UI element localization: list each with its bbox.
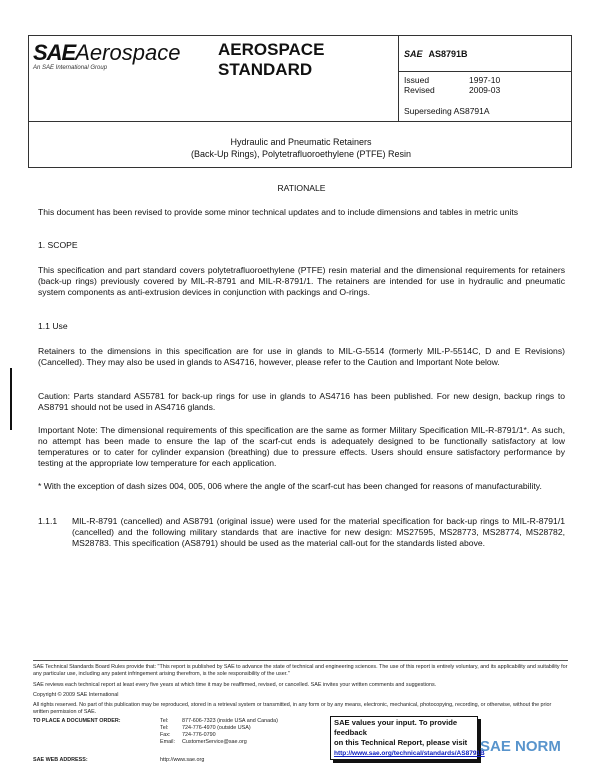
rationale-text: This document has been revised to provide some minor technical updates and to include dimensions and tables in metric units xyxy=(38,207,519,217)
sae-aerospace-logo: SAEAerospace xyxy=(33,40,181,65)
divider xyxy=(398,36,399,121)
divider xyxy=(29,121,571,122)
important-note: Important Note: The dimensional requirements of this specification are the same as former Military Specification MIL-R-8791/1*. As such, no attempt has been made to ensure the lap of the scarf-cut ends is adequately designed to be functionally satisfactory at low temperatures or to cater for cylinder expansion (breathing) due to pressure effects. Users should ensure satisfactory performance by testing at the appropriate low temperature for each application. xyxy=(38,425,565,468)
footnote: * With the exception of dash sizes 004, 005, 006 where the angle of the scarf-cut has been changed for reasons of manufacturability. xyxy=(38,481,542,491)
feedback-text: on this Technical Report, please visit xyxy=(334,738,468,747)
scope-heading: 1. SCOPE xyxy=(38,240,78,250)
doc-title: Hydraulic and Pneumatic Retainers (Back-Up Rings), Polytetrafluoroethylene (PTFE) Resin xyxy=(190,137,412,159)
header-box xyxy=(28,35,572,168)
contact-email[interactable]: CustomerService@sae.org xyxy=(182,739,247,745)
footer-rights: All rights reserved. No part of this publication may be reproduced, stored in a retrieval system or transmitted, in any form or by any means, electronic, mechanical, photocopying, recording, or otherwise, without the prior written permission of SAE. xyxy=(33,702,552,715)
issued-label: Issued xyxy=(404,75,430,85)
doc-number: SAE AS8791B xyxy=(404,49,468,59)
divider xyxy=(398,71,571,72)
footer-rules: SAE Technical Standards Board Rules provide that: "This report is published by SAE to advance the state of technical and engineering sciences. The use of this report is entirely voluntary, and its applicability and suitability for any particular use, including any patent infringement arising therefrom, is the sole responsibility of the user." xyxy=(33,664,568,677)
watermark-logo: SAE NORM xyxy=(480,738,561,755)
feedback-link[interactable]: http://www.sae.org/technical/standards/AS8791B xyxy=(334,750,485,757)
footer-review: SAE reviews each technical report at least every five years at which time it may be reaffirmed, revised, or cancelled. SAE invites your written comments and suggestions. xyxy=(33,682,437,688)
scope-text: This specification and part standard covers polytetrafluoroethylene (PTFE) resin material and the dimensional requirements for retainers (back-up rings) previously covered by MIL-R-8791 and MIL-R-8791/1. The retainers are intended for use in hydraulic and pneumatic system components as anti-extrusion devices in conjunction with packings and O-rings. xyxy=(38,265,565,297)
contact-value: 877-606-7323 (inside USA and Canada) xyxy=(182,718,278,724)
superseding: Superseding AS8791A xyxy=(404,106,490,116)
contact-value: 724-776-0790 xyxy=(182,732,216,738)
web-link[interactable]: http://www.sae.org xyxy=(160,757,205,763)
revised-label: Revised xyxy=(404,85,435,95)
change-bar xyxy=(10,368,12,430)
use-text: Retainers to the dimensions in this specification are for use in glands to MIL-G-5514 (formerly MIL-P-5514C, D and E Revisions) (Cancelled). They may also be used in glands to AS4716, however, please refer to the Caution and Important Note below. xyxy=(38,346,565,367)
issued-value: 1997-10 xyxy=(469,75,501,85)
feedback-text: SAE values your input. To provide feedback xyxy=(334,718,458,737)
para-number: 1.1.1 xyxy=(38,516,58,526)
rationale-heading: RATIONALE xyxy=(277,183,326,193)
web-label: SAE WEB ADDRESS: xyxy=(33,757,88,763)
footer-rule xyxy=(33,660,568,661)
footer-copyright: Copyright © 2009 SAE International xyxy=(33,692,119,698)
logo-tagline: An SAE International Group xyxy=(33,65,108,71)
caution-text: Caution: Parts standard AS5781 for back-up rings for use in glands to AS4716 has been published. For new design, backup rings to AS8791 should not be used in AS4716 glands. xyxy=(38,391,565,412)
contact-value: 724-776-4970 (outside USA) xyxy=(182,725,251,731)
revised-value: 2009-03 xyxy=(469,85,501,95)
contact-label: Tel: xyxy=(160,725,169,731)
contacts xyxy=(160,718,330,746)
contact-label: Fax: xyxy=(160,732,171,738)
contact-label: Tel: xyxy=(160,718,169,724)
doc-type: AEROSPACE STANDARD xyxy=(218,40,325,79)
use-heading: 1.1 Use xyxy=(38,321,68,331)
order-label: TO PLACE A DOCUMENT ORDER: xyxy=(33,718,121,724)
contact-label: Email: xyxy=(160,739,175,745)
feedback-box xyxy=(330,716,485,760)
para-1-1-1: MIL-R-8791 (cancelled) and AS8791 (original issue) were used for the material specification for back-up rings to MIL-R-8791/1 (cancelled) and the following military standards that are inactive for new design: MS27595, MS28773, MS28774, MS28782, MS28783. This specification (AS8791) should be used as the material call-out for the standards listed above. xyxy=(72,516,565,548)
